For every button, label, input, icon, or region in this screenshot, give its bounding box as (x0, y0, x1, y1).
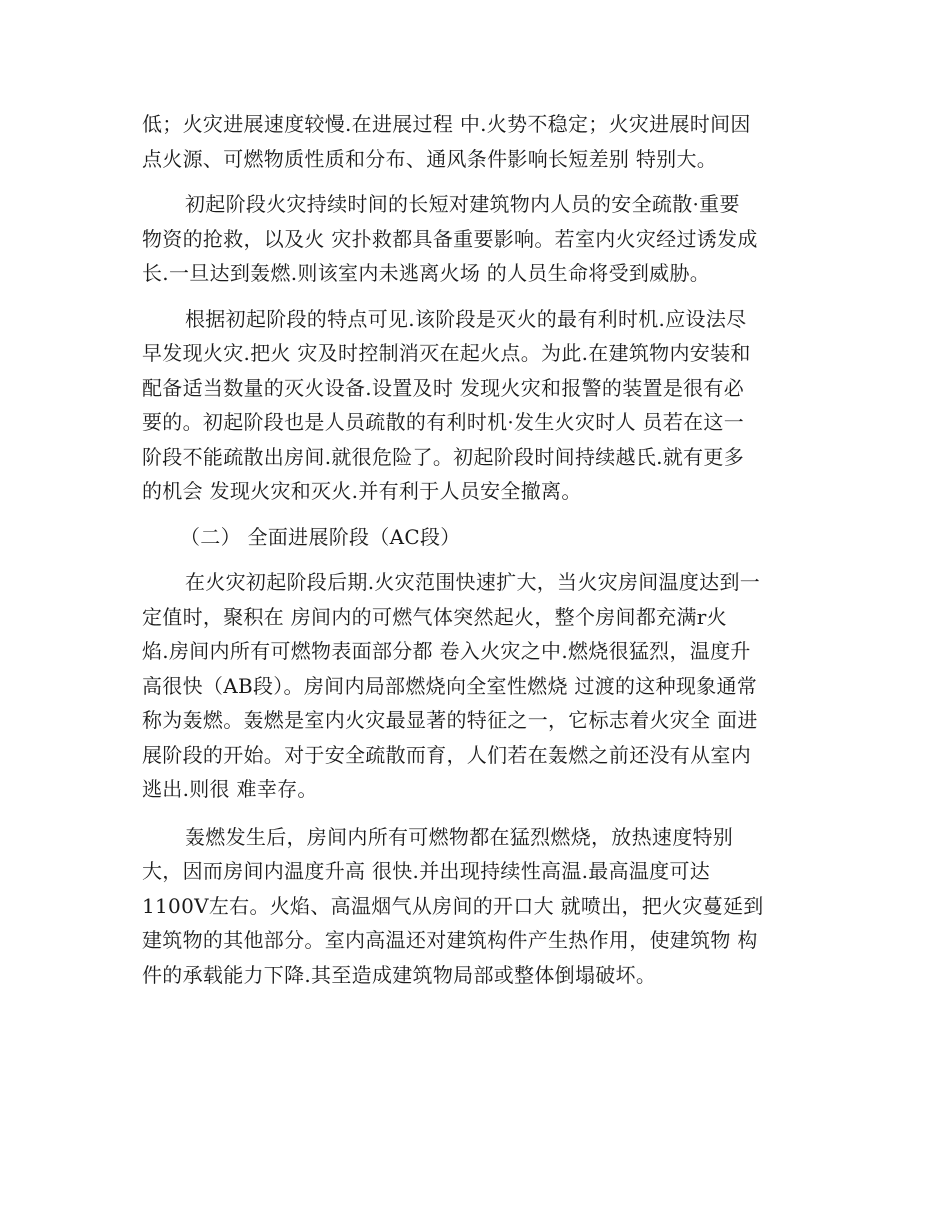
text-line: 早发现火灾.把火 灾及时控制消灭在起火点。为此.在建筑物内安装和 (142, 341, 751, 365)
text-line: 焰.房间内所有可燃物表面部分都 卷入火灾之中.燃烧很猛烈，温度升 (142, 639, 751, 663)
text-line: 建筑物的其他部分。室内高温还对建筑构件产生热作用，使建筑物 构 (142, 928, 758, 952)
text-line: 根据初起阶段的特点可见.该阶段是灭火的最有利时机.应设法尽 (185, 306, 747, 331)
text-line: 物资的抢救，以及火 灾扑救都具备重要影响。若室内火灾经过诱发成 (142, 226, 758, 251)
text-line: 长.一旦达到轰燃.则该室内未逃离火场 的人员生命将受到威胁。 (142, 261, 711, 285)
text-line: 点火源、可燃物质性质和分布、通风条件影响长短差别 特别大。 (142, 146, 718, 171)
text-line: 低；火灾进展速度较慢.在进展过程 中.火势不稳定；火灾进展时间因 (142, 112, 751, 136)
text-line: 高很快（AB段）。房间内局部燃烧向全室性燃烧 过渡的这种现象通常 (142, 673, 758, 698)
text-line: 逃出.则很 难幸存。 (142, 777, 318, 801)
paragraph-initial-stage-duration (142, 187, 810, 291)
text-line: 件的承载能力下降.其至造成建筑物局部或整体倒塌破坏。 (142, 962, 657, 987)
text-line: 称为轰燃。轰燃是室内火灾最显著的特征之一，它标志着火灾全 面进 (142, 708, 758, 732)
paragraph-after-flashover (142, 820, 810, 993)
text-line: 轰燃发生后，房间内所有可燃物都在猛烈燃烧，放热速度特别 (185, 824, 734, 849)
text-line: 1100V左右。火焰、高温烟气从房间的开口大 就喷出，把火灾蔓延到 (142, 893, 764, 918)
document-page (142, 107, 810, 992)
text-line: 配备适当数量的灭火设备.设置及时 发现火灾和报警的装置是很有必 (142, 375, 745, 400)
paragraph-initial-stage-opportunity (142, 302, 810, 509)
text-line: 在火灾初起阶段后期.火灾范围快速扩大，当火灾房间温度达到一 (185, 570, 761, 594)
paragraph-continuation (142, 107, 810, 176)
paragraph-flashover (142, 565, 810, 807)
text-line: 要的。初起阶段也是人员疏散的有利时机·发生火灾时人 员若在这一 (142, 410, 745, 434)
text-line: 的机会 发现火灾和灭火.并有利于人员安全撤离。 (142, 479, 582, 503)
section-heading (142, 520, 810, 555)
text-line: 初起阶段火灾持续时间的长短对建筑物内人员的安全疏散·重要 (185, 192, 740, 216)
text-line: 定值时，聚积在 房间内的可燃气体突然起火，整个房间都充满r火 (142, 604, 727, 629)
text-line: 大，因而房间内温度升高 很快.并出现持续性高温.最高温度可达 (142, 859, 711, 883)
text-line: 展阶段的开始。对于安全疏散而育，人们若在轰燃之前还没有从室内 (142, 742, 751, 767)
section-title: （二） 全面进展阶段（AC段） (180, 524, 461, 549)
text-line: 阶段不能疏散出房间.就很危险了。初起阶段时间持续越氏.就有更多 (142, 444, 745, 469)
